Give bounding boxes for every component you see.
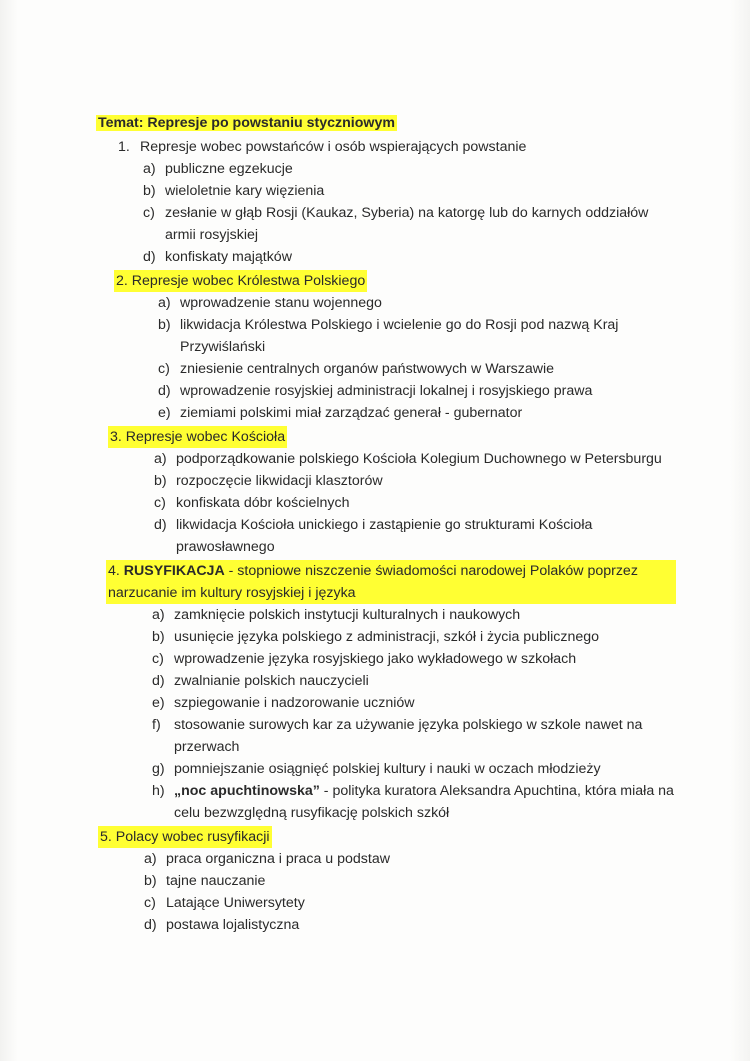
- sub-list: [152, 604, 676, 824]
- item-letter: e): [158, 405, 171, 421]
- item-letter: a): [152, 607, 165, 623]
- section-2: [114, 270, 676, 424]
- item-text: wprowadzenie rosyjskiej administracji lokalnej i rosyjskiego prawa: [180, 383, 593, 399]
- section-3: [108, 426, 676, 558]
- title-text: Temat: Represje po powstaniu styczniowym: [98, 115, 395, 131]
- highlighted-heading: [114, 270, 367, 292]
- item-letter: h): [152, 783, 165, 799]
- item-letter: b): [144, 873, 157, 889]
- section-heading-text: - stopniowe niszczenie świadomości narodowej Polaków poprzez narzucanie im kultury rosyjskiej i języka: [108, 563, 638, 601]
- section-5: [98, 826, 676, 936]
- list-item: [154, 492, 676, 514]
- highlighted-heading: [108, 426, 287, 448]
- sub-list: [143, 158, 676, 268]
- section-number: 3.: [110, 429, 122, 445]
- list-item: [144, 914, 676, 936]
- list-item: [154, 470, 676, 492]
- item-text: szpiegowanie i nadzorowanie uczniów: [174, 695, 415, 711]
- item-letter: f): [152, 717, 161, 733]
- item-text: wieloletnie kary więzienia: [165, 183, 325, 199]
- section-heading: [118, 136, 676, 158]
- item-text: zwalnianie polskich nauczycieli: [174, 673, 369, 689]
- item-text: zesłanie w głąb Rosji (Kaukaz, Syberia) na katorgę lub do karnych oddziałów armii rosyjskiej: [165, 205, 649, 243]
- item-letter: d): [154, 517, 167, 533]
- item-text: praca organiczna i praca u podstaw: [166, 851, 390, 867]
- list-item: [143, 180, 676, 202]
- list-item: [152, 626, 676, 648]
- item-text: konfiskaty majątków: [165, 249, 292, 265]
- section-heading: [98, 826, 676, 848]
- item-text: tajne nauczanie: [166, 873, 266, 889]
- section-1: [118, 136, 676, 268]
- item-text: wprowadzenie stanu wojennego: [180, 295, 382, 311]
- section-heading: [106, 560, 676, 604]
- item-text: Latające Uniwersytety: [166, 895, 305, 911]
- section-heading-text: Represje wobec Królestwa Polskiego: [131, 273, 366, 289]
- document-body: [96, 112, 676, 936]
- item-letter: b): [154, 473, 167, 489]
- list-item: [154, 514, 676, 558]
- list-item: [154, 448, 676, 470]
- item-letter: c): [143, 205, 155, 221]
- section-heading: [114, 270, 676, 292]
- item-letter: g): [152, 761, 165, 777]
- section-heading-bold: RUSYFIKACJA: [123, 563, 225, 579]
- list-item: [152, 670, 676, 692]
- list-item: [143, 202, 676, 246]
- sub-list: [158, 292, 676, 424]
- list-item: [158, 314, 676, 358]
- item-text: konfiskata dóbr kościelnych: [176, 495, 350, 511]
- item-letter: d): [152, 673, 165, 689]
- item-bold-term: „noc apuchtinowska”: [174, 783, 320, 799]
- section-number: 2.: [116, 273, 128, 289]
- section-number: 4.: [108, 563, 120, 579]
- item-text: podporządkowanie polskiego Kościoła Kolegium Duchownego w Petersburgu: [176, 451, 662, 467]
- item-text: ziemiami polskimi miał zarządzać generał - gubernator: [180, 405, 523, 421]
- item-letter: d): [158, 383, 171, 399]
- item-letter: d): [143, 249, 156, 265]
- item-letter: c): [144, 895, 156, 911]
- page-title: [96, 112, 676, 134]
- sub-list: [144, 848, 676, 936]
- item-text: - polityka kuratora Aleksandra Apuchtina, która miała na celu bezwzględną rusyfikację polskich szkół: [174, 783, 674, 821]
- list-item: [158, 380, 676, 402]
- item-letter: d): [144, 917, 157, 933]
- item-text: wprowadzenie języka rosyjskiego jako wykładowego w szkołach: [174, 651, 577, 667]
- section-number: 5.: [100, 829, 112, 845]
- list-item: [144, 848, 676, 870]
- sub-list: [154, 448, 676, 558]
- list-item: [144, 892, 676, 914]
- item-text: zniesienie centralnych organów państwowych w Warszawie: [180, 361, 555, 377]
- section-heading-text: Represje wobec Kościoła: [125, 429, 286, 445]
- item-letter: c): [158, 361, 170, 377]
- highlighted-heading: [106, 560, 676, 604]
- section-4: [106, 560, 676, 824]
- item-letter: a): [154, 451, 167, 467]
- list-item: [152, 714, 676, 758]
- item-text: likwidacja Kościoła unickiego i zastąpienie go strukturami Kościoła prawosławnego: [176, 517, 593, 555]
- list-item: [143, 158, 676, 180]
- item-text: pomniejszanie osiągnięć polskiej kultury i nauki w oczach młodzieży: [174, 761, 601, 777]
- item-text: usunięcie języka polskiego z administracji, szkół i życia publicznego: [174, 629, 600, 645]
- section-heading-text: Polacy wobec rusyfikacji: [115, 829, 270, 845]
- item-text-wrap: [174, 780, 676, 824]
- item-letter: b): [158, 317, 171, 333]
- item-letter: b): [152, 629, 165, 645]
- list-item: [158, 358, 676, 380]
- item-letter: a): [143, 161, 156, 177]
- list-item: [158, 292, 676, 314]
- item-text: postawa lojalistyczna: [166, 917, 300, 933]
- item-text: zamknięcie polskich instytucji kulturalnych i naukowych: [174, 607, 521, 623]
- section-heading: [108, 426, 676, 448]
- list-item: [152, 692, 676, 714]
- list-item: [152, 648, 676, 670]
- list-item: [152, 780, 676, 824]
- item-letter: a): [144, 851, 157, 867]
- section-heading-text: Represje wobec powstańców i osób wspierających powstanie: [140, 139, 527, 155]
- item-letter: c): [154, 495, 166, 511]
- section-number: 1.: [118, 139, 130, 155]
- list-item: [144, 870, 676, 892]
- item-text: publiczne egzekucje: [165, 161, 293, 177]
- list-item: [158, 402, 676, 424]
- list-item: [152, 758, 676, 780]
- item-letter: e): [152, 695, 165, 711]
- item-letter: b): [143, 183, 156, 199]
- item-letter: a): [158, 295, 171, 311]
- item-text: likwidacja Królestwa Polskiego i wcielenie go do Rosji pod nazwą Kraj Przywiślański: [180, 317, 619, 355]
- item-text: rozpoczęcie likwidacji klasztorów: [176, 473, 383, 489]
- list-item: [143, 246, 676, 268]
- list-item: [152, 604, 676, 626]
- highlighted-heading: [98, 826, 272, 848]
- item-text: stosowanie surowych kar za używanie języka polskiego w szkole nawet na przerwach: [174, 717, 643, 755]
- item-letter: c): [152, 651, 164, 667]
